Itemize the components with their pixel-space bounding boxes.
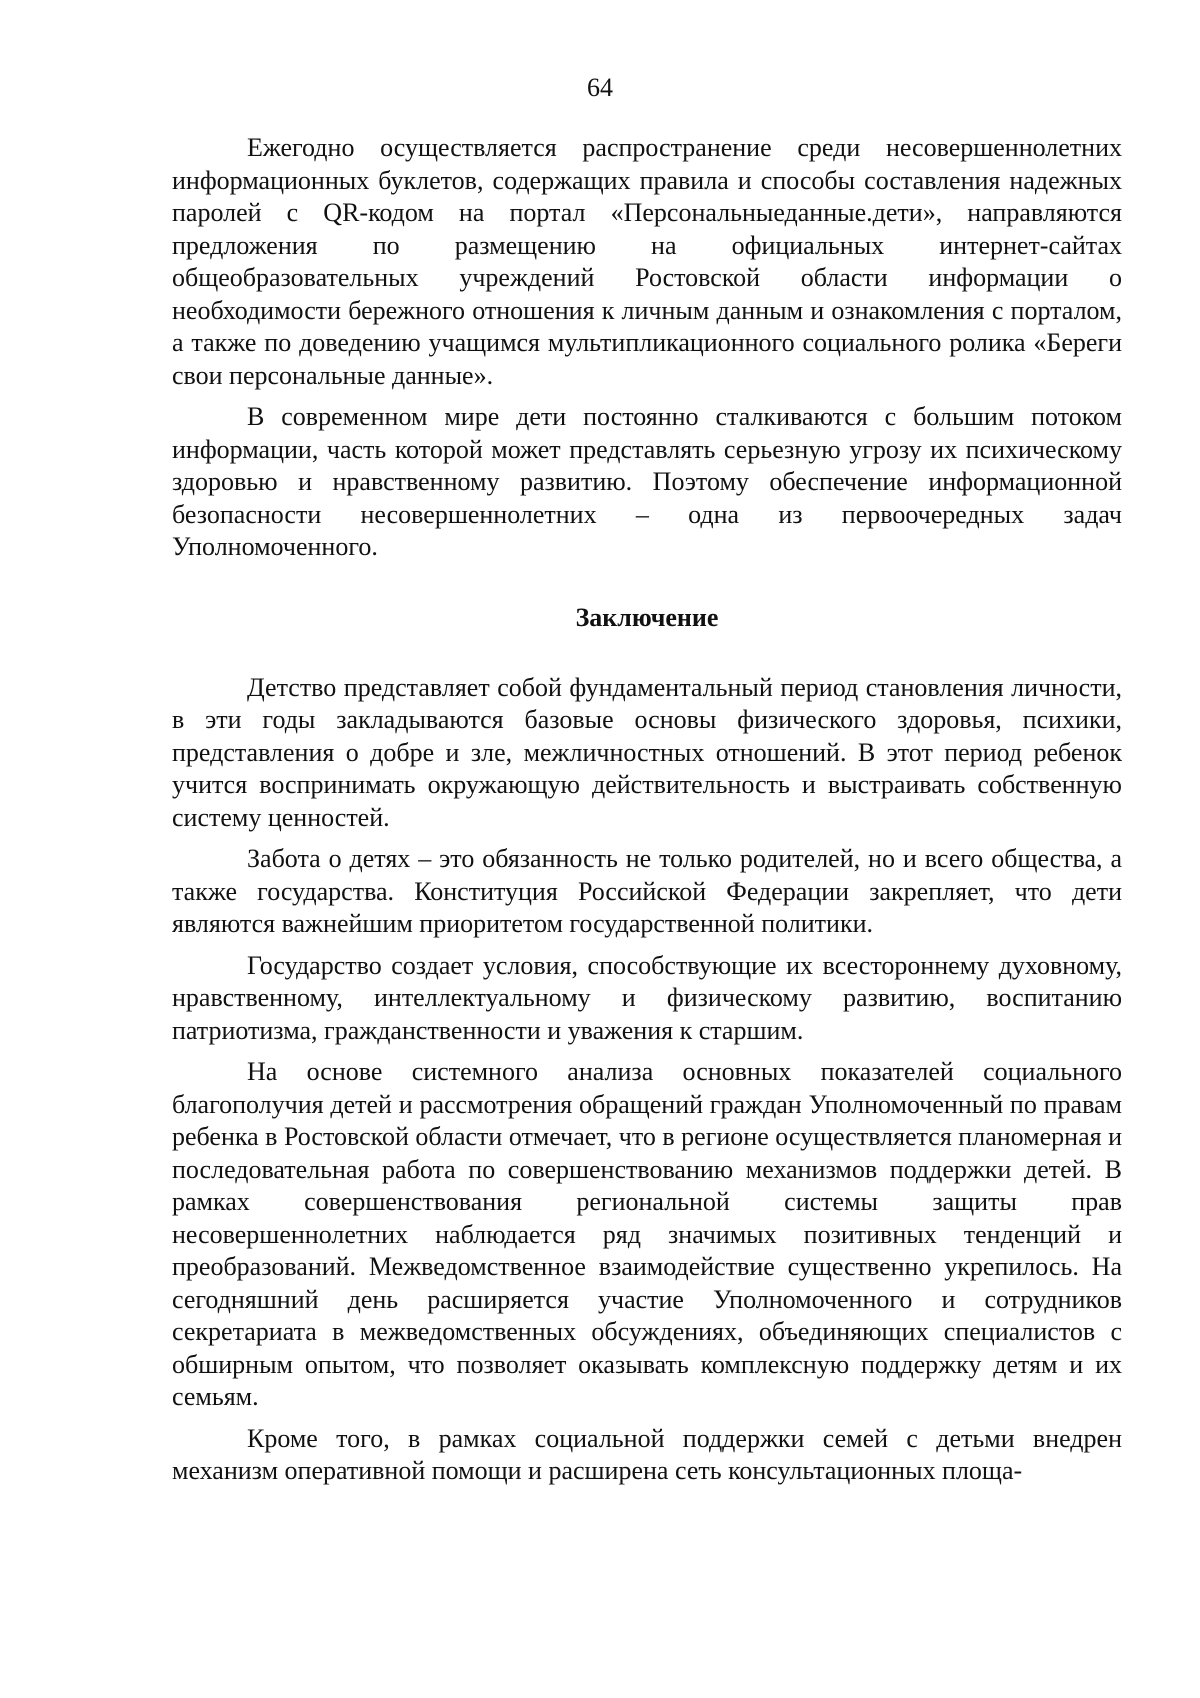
paragraph-booklets: Ежегодно осуществляется распространение среди несовершеннолетних информационных буклетов, содержащих правила и способы составления надежных паролей с QR-кодом на портал «Персональныеданные.дети», направляются предложения по размещению на официальных интернет-сайтах общеобразовательных учреждений Ростовской области информации о необходимости бережного отношения к личным данным и ознакомления с порталом, а также по доведению учащимся мультипликационного социального ролика «Береги свои персональные данные». — [172, 133, 1122, 390]
body-text — [172, 132, 1122, 1488]
paragraph-childhood: Детство представляет собой фундаментальный период становления личности, в эти годы закладываются базовые основы физического здоровья, психики, представления о добре и зле, межличностных отношений. В этот период ребенок учится воспринимать окружающую действительность и выстраивать собственную систему ценностей. — [172, 672, 1122, 832]
paragraph-support: Кроме того, в рамках социальной поддержки семей с детьми внедрен механизм оперативной помощи и расширена сеть консультационных площа- — [172, 1423, 1122, 1485]
paragraph-state-conditions: Государство создает условия, способствующие их всестороннему духовному, нравственному, интеллектуальному и физическому развитию, воспитанию патриотизма, гражданственности и уважения к старшим. — [172, 950, 1122, 1045]
section-heading: Заключение — [575, 602, 719, 632]
paragraph-care: Забота о детях – это обязанность не только родителей, но и всего общества, а также государства. Конституция Российской Федерации закрепляет, что дети являются важнейшим приоритетом государственной политики. — [172, 844, 1122, 938]
page-number: 64 — [587, 73, 613, 102]
paragraph-info-security: В современном мире дети постоянно сталкиваются с большим потоком информации, часть которой может представлять серьезную угрозу их психическому здоровью и нравственному развитию. Поэтому обеспечение информационной безопасности несовершеннолетних – одна из первоочередных задач Уполномоченного. — [172, 402, 1122, 561]
paragraph-analysis: На основе системного анализа основных показателей социального благополучия детей и рассмотрения обращений граждан Уполномоченный по правам ребенка в Ростовской области отмечает, что в регионе осуществляется планомерная и последовательная работа по совершенствованию механизмов поддержки детей. В рамках совершенствования региональной системы защиты прав несовершеннолетних наблюдается ряд значимых позитивных тенденций и преобразований. Межведомственное взаимодействие существенно укрепилось. На сегодняшний день расширяется участие Уполномоченного и сотрудников секретариата в межведомственных обсуждениях, объединяющих специалистов с обширным опытом, что позволяет оказывать комплексную поддержку детям и их семьям. — [172, 1057, 1122, 1411]
